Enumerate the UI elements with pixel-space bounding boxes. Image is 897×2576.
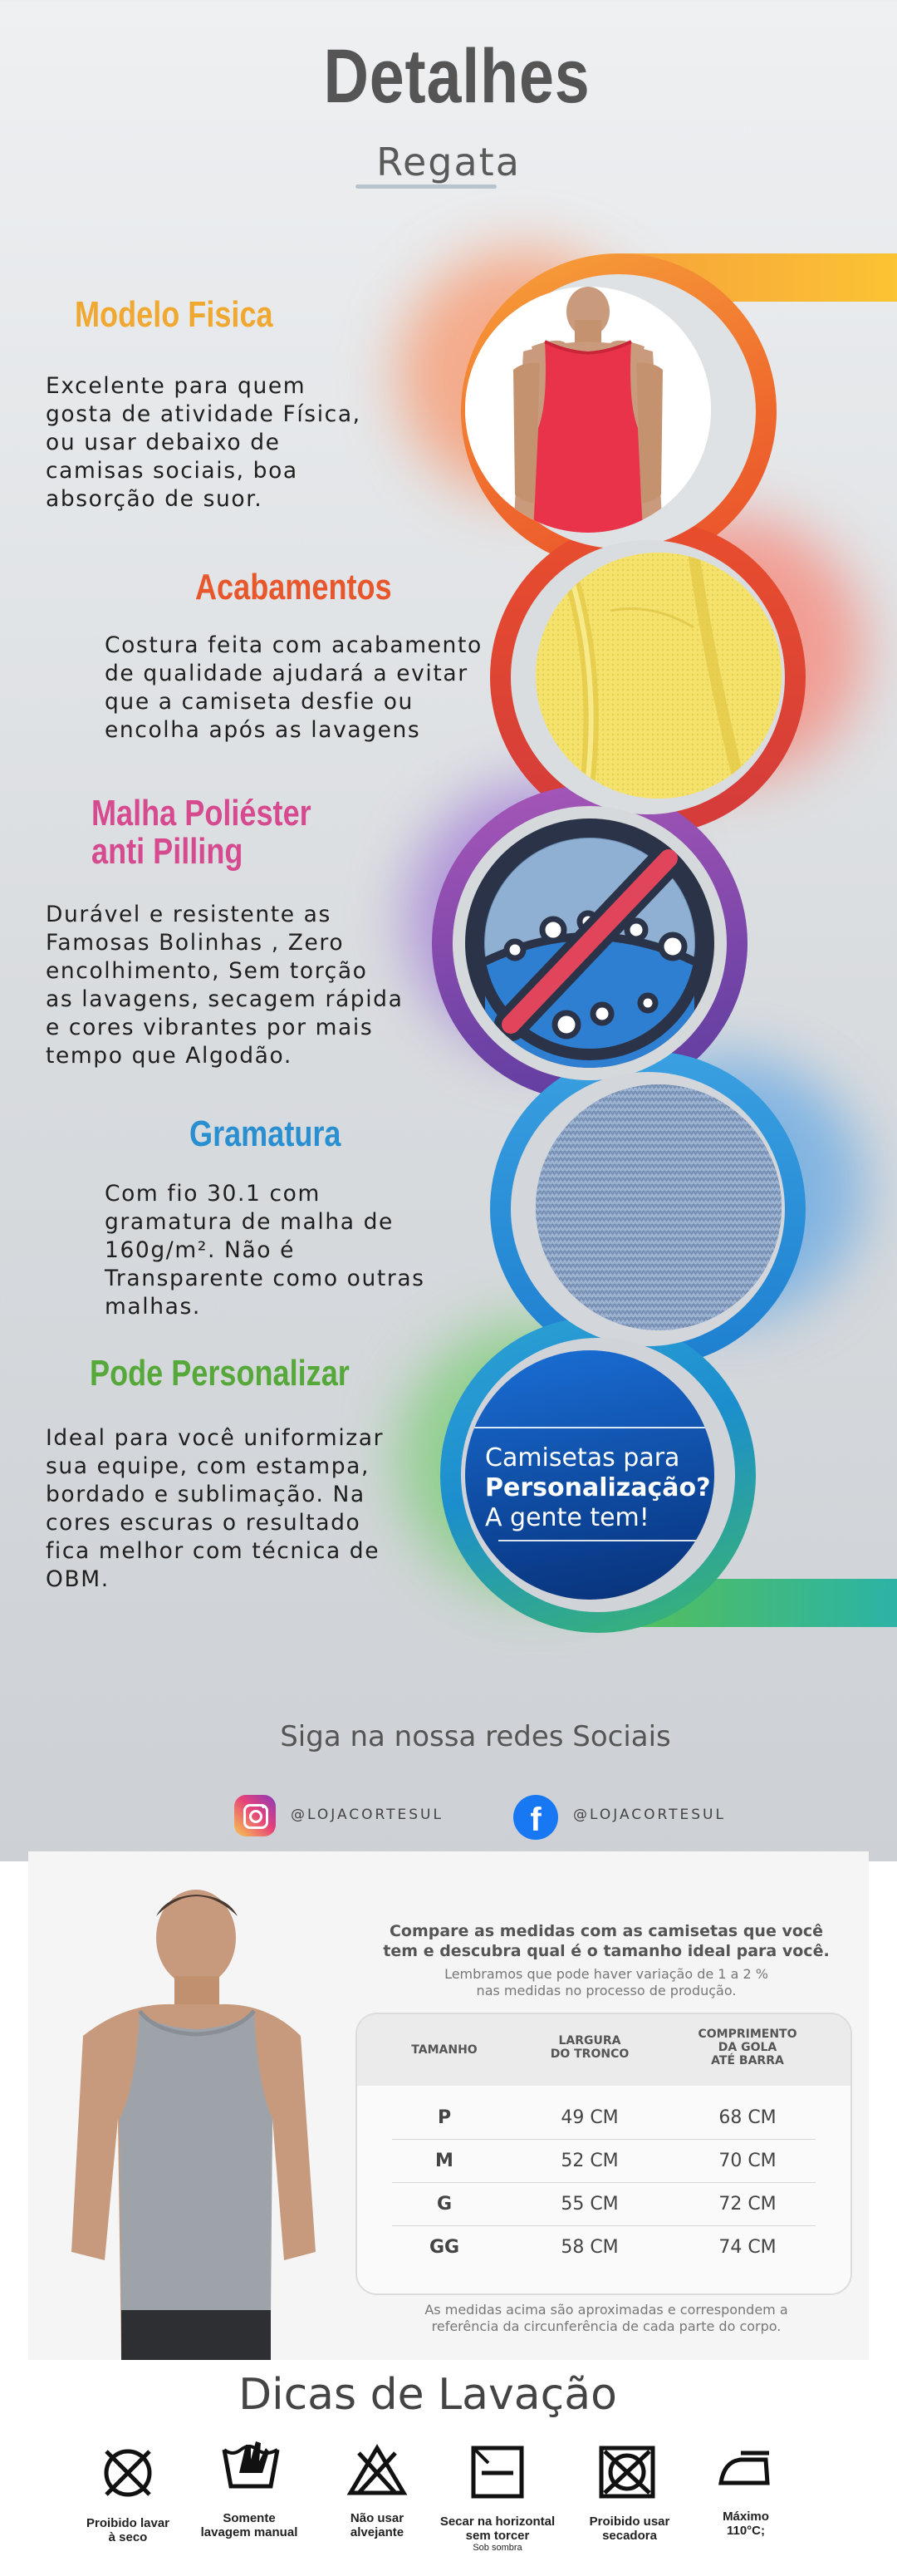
size-cell: P <box>437 2107 452 2128</box>
size-chart-note: Lembramos que pode haver variação de 1 a 2 % nas medidas no processo de produção. <box>444 1966 768 1998</box>
col-header-length: COMPRIMENTO DA GOLA ATÉ BARRA <box>698 2028 797 2067</box>
promo-line-1: Camisetas para <box>485 1443 680 1472</box>
social-heading: Siga na nossa redes Sociais <box>280 1720 671 1753</box>
dry-flat-icon <box>468 2445 527 2500</box>
length-cell: 74 CM <box>718 2237 777 2258</box>
length-cell: 72 CM <box>718 2194 777 2215</box>
wash-label: Proibido lavar à seco <box>86 2516 170 2544</box>
size-chart-footer: As medidas acima são aproximadas e correspondem a referência da circunferência de cada parte do corpo. <box>424 2302 788 2334</box>
anti-pilling-icon <box>465 819 714 1068</box>
section-title-personalizar: Pode Personalizar <box>90 1353 350 1394</box>
hand-wash-icon <box>218 2435 284 2493</box>
wash-label: Secar na horizontal sem torcer Sob sombra <box>439 2515 556 2553</box>
length-cell: 68 CM <box>718 2107 777 2128</box>
size-table <box>355 2013 852 2295</box>
promo-line-3: A gente tem! <box>485 1503 649 1532</box>
wash-label: Somente lavagem manual <box>200 2511 298 2539</box>
section-body-gramatura: Com fio 30.1 com gramatura de malha de 160g/m². Não é Transparente como outras malhas. <box>105 1181 425 1320</box>
wash-title: Dicas de Lavação <box>238 2370 617 2420</box>
yellow-fabric-image <box>536 553 782 799</box>
wash-label: Não usar alvejante <box>350 2511 404 2539</box>
wash-label: Proibido usar secadora <box>589 2515 670 2543</box>
instagram-handle[interactable]: @LOJACORTESUL <box>291 1807 444 1823</box>
section-body-personalizar: Ideal para você uniformizar sua equipe, com estampa, bordado e sublimação. Na cores escuras o resultado fica melhor com técnica de OBM. <box>46 1425 385 1592</box>
col-header-width: LARGURA DO TRONCO <box>550 2034 630 2061</box>
iron-icon <box>716 2443 774 2493</box>
personalization-promo <box>465 1350 714 1600</box>
section-body-acabamentos: Costura feita com acabamento de qualidade ajudará a evitar que a camiseta desfie ou encolha após as lavagens <box>105 632 483 743</box>
no-bleach-icon <box>344 2441 410 2500</box>
model-grey-tank-image <box>50 1870 332 2360</box>
section-body-modelo: Excelente para quem gosta de atividade Física, ou usar debaixo de camisas sociais, boa absorção de suor. <box>46 373 361 512</box>
knit-fabric-image <box>536 1084 782 1330</box>
page-subtitle: Regata <box>376 140 521 184</box>
col-header-size: TAMANHO <box>411 2043 478 2057</box>
section-body-malha: Durável e resistente as Famosas Bolinhas , Zero encolhimento, Sem torção as lavagens, secagem rápida e cores vibrantes por mais tempo que Algodão. <box>46 902 404 1069</box>
section-title-modelo: Modelo Fisica <box>75 294 273 335</box>
facebook-handle[interactable]: @LOJACORTESUL <box>573 1807 726 1823</box>
wash-label: Máximo 110°C; <box>723 2510 769 2538</box>
width-cell: 52 CM <box>561 2151 619 2171</box>
length-cell: 70 CM <box>718 2151 777 2171</box>
section-title-gramatura: Gramatura <box>189 1113 341 1154</box>
tank-top-back-image <box>465 287 711 533</box>
section-title-acabamentos: Acabamentos <box>195 567 392 607</box>
instagram-icon[interactable] <box>234 1795 276 1836</box>
page-title: Detalhes <box>323 34 591 119</box>
size-cell: G <box>436 2194 453 2215</box>
size-cell: GG <box>429 2237 460 2258</box>
no-wash-icon <box>95 2443 161 2501</box>
width-cell: 55 CM <box>561 2194 619 2215</box>
width-cell: 49 CM <box>561 2107 619 2128</box>
size-chart-headline: Compare as medidas com as camisetas que você tem e descubra qual é o tamanho ideal para você. <box>383 1922 830 1960</box>
size-cell: M <box>435 2151 453 2171</box>
section-title-malha: Malha Poliéster anti Pilling <box>91 793 311 872</box>
width-cell: 58 CM <box>561 2237 619 2258</box>
no-tumble-dry-icon <box>596 2443 658 2501</box>
promo-line-2: Personalização? <box>485 1473 711 1502</box>
facebook-icon[interactable]: f <box>513 1795 558 1840</box>
